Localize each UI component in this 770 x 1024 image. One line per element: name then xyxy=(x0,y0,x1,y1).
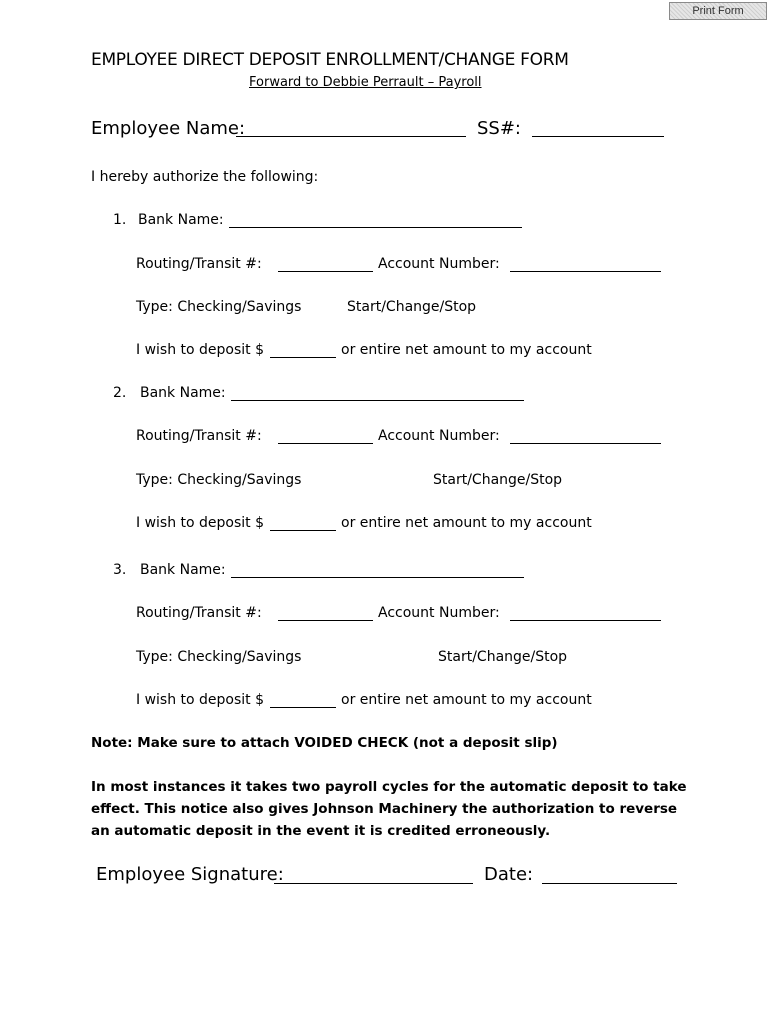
deposit-prefix-3: I wish to deposit $ xyxy=(136,692,265,708)
print-form-button[interactable]: Print Form xyxy=(669,2,767,20)
authorize-text: I hereby authorize the following: xyxy=(91,169,319,185)
account-number-3: 3. xyxy=(113,562,127,578)
routing-field-3[interactable] xyxy=(278,620,373,621)
deposit-prefix-1: I wish to deposit $ xyxy=(136,342,265,358)
deposit-amount-field-1[interactable] xyxy=(270,357,336,358)
bank-name-label-3: Bank Name: xyxy=(140,562,226,578)
bank-name-field-1[interactable] xyxy=(229,227,522,228)
routing-label-3: Routing/Transit #: xyxy=(136,605,262,621)
account-number-label-3: Account Number: xyxy=(378,605,500,621)
deposit-amount-field-2[interactable] xyxy=(270,530,336,531)
signature-field[interactable] xyxy=(274,883,473,884)
voided-check-note: Note: Make sure to attach VOIDED CHECK (not a deposit slip) xyxy=(91,735,558,751)
bank-name-label-1: Bank Name: xyxy=(138,212,224,228)
notice-paragraph: In most instances it takes two payroll cycles for the automatic deposit to take effect. This notice also gives Johnson Machinery the authorization to reverse an automatic deposit in the event it is credited erroneously. xyxy=(91,779,687,839)
account-number-field-1[interactable] xyxy=(510,271,661,272)
deposit-suffix-3: or entire net amount to my account xyxy=(341,692,592,708)
bank-name-field-2[interactable] xyxy=(231,400,524,401)
account-number-field-2[interactable] xyxy=(510,443,661,444)
bank-name-field-3[interactable] xyxy=(231,577,524,578)
deposit-suffix-2: or entire net amount to my account xyxy=(341,515,592,531)
routing-label-1: Routing/Transit #: xyxy=(136,256,262,272)
employee-name-field[interactable] xyxy=(236,136,466,137)
routing-field-2[interactable] xyxy=(278,443,373,444)
action-text-3[interactable]: Start/Change/Stop xyxy=(438,649,568,665)
account-number-1: 1. xyxy=(113,212,127,228)
action-text-1[interactable]: Start/Change/Stop xyxy=(347,299,477,315)
routing-field-1[interactable] xyxy=(278,271,373,272)
date-label: Date: xyxy=(484,864,534,885)
employee-name-label: Employee Name: xyxy=(91,118,246,139)
routing-label-2: Routing/Transit #: xyxy=(136,428,262,444)
deposit-amount-field-3[interactable] xyxy=(270,707,336,708)
type-text-3[interactable]: Type: Checking/Savings xyxy=(136,649,302,665)
account-number-label-2: Account Number: xyxy=(378,428,500,444)
account-number-label-1: Account Number: xyxy=(378,256,500,272)
action-text-2[interactable]: Start/Change/Stop xyxy=(433,472,563,488)
account-number-field-3[interactable] xyxy=(510,620,661,621)
bank-name-label-2: Bank Name: xyxy=(140,385,226,401)
account-number-2: 2. xyxy=(113,385,127,401)
ssn-label: SS#: xyxy=(477,118,521,139)
form-subtitle: Forward to Debbie Perrault – Payroll xyxy=(249,75,482,90)
signature-label: Employee Signature: xyxy=(96,864,284,885)
deposit-suffix-1: or entire net amount to my account xyxy=(341,342,592,358)
ssn-field[interactable] xyxy=(532,136,664,137)
deposit-prefix-2: I wish to deposit $ xyxy=(136,515,265,531)
date-field[interactable] xyxy=(542,883,677,884)
form-title: EMPLOYEE DIRECT DEPOSIT ENROLLMENT/CHANGE FORM xyxy=(91,50,569,70)
type-text-1[interactable]: Type: Checking/Savings xyxy=(136,299,302,315)
type-text-2[interactable]: Type: Checking/Savings xyxy=(136,472,302,488)
